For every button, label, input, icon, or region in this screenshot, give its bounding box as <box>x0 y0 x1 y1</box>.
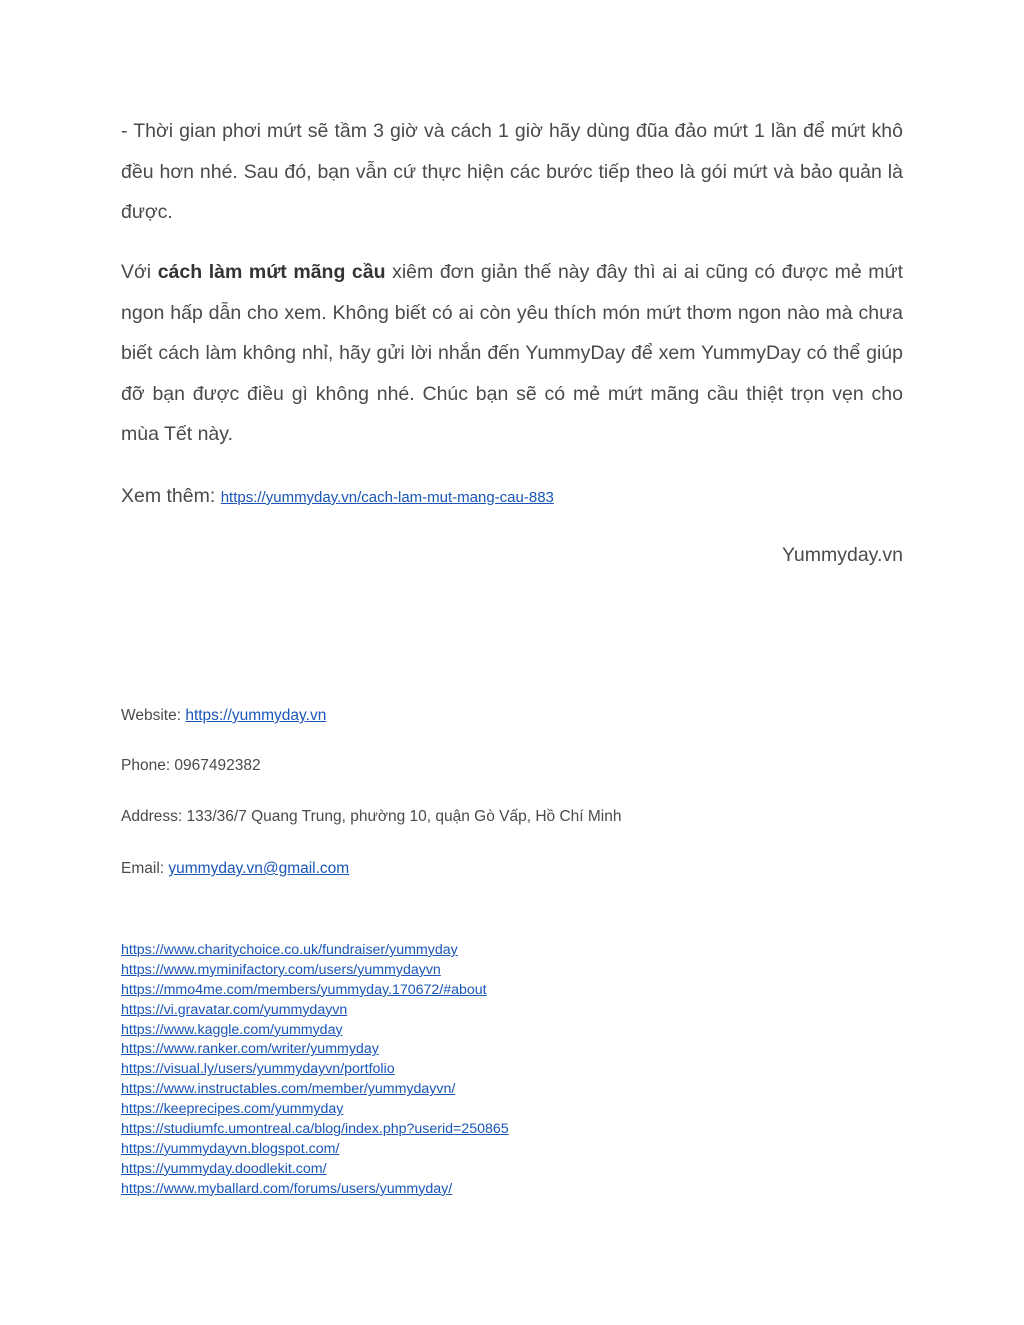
external-link[interactable]: https://yummydayvn.blogspot.com/ <box>121 1140 340 1157</box>
email-label: Email: <box>121 860 169 877</box>
conclusion-prefix: Với <box>121 261 158 283</box>
list-item <box>121 1120 509 1140</box>
external-link[interactable]: https://yummyday.doodlekit.com/ <box>121 1160 327 1177</box>
list-item <box>121 941 509 961</box>
website-link[interactable]: https://yummyday.vn <box>185 707 327 724</box>
external-link[interactable]: https://www.kaggle.com/yummyday <box>121 1021 343 1038</box>
external-link[interactable]: https://keeprecipes.com/yummyday <box>121 1101 344 1118</box>
email-link[interactable]: yummyday.vn@gmail.com <box>168 860 350 877</box>
list-item <box>121 1060 509 1080</box>
external-link[interactable]: https://vi.gravatar.com/yummydayvn <box>121 1001 348 1018</box>
paragraph-drying-time: - Thời gian phơi mứt sẽ tầm 3 giờ và cách 1 giờ hãy dùng đũa đảo mứt 1 lần để mứt khô đều hơn nhé. Sau đó, bạn vẫn cứ thực hiện các bước tiếp theo là gói mứt và bảo quản là được. <box>121 120 903 223</box>
conclusion-body: xiêm đơn giản thế này đây thì ai ai cũng có được mẻ mứt ngon hấp dẫn cho xem. Không biết có ai còn yêu thích món mứt thơm ngon nào mà chưa biết cách làm không nhỉ, hãy gửi lời nhắn đến YummyDay để xem YummyDay có thể giúp đỡ bạn được điều gì không nhé. Chúc bạn sẽ có mẻ mứt mãng cầu thiệt trọn vẹn cho mùa Tết này. <box>121 261 903 445</box>
external-link[interactable]: https://visual.ly/users/yummydayvn/portfolio <box>121 1061 395 1078</box>
external-link[interactable]: https://www.charitychoice.co.uk/fundraiser/yummyday <box>121 942 458 958</box>
list-item <box>121 1160 509 1180</box>
external-link[interactable]: https://www.instructables.com/member/yummydayvn/ <box>121 1081 456 1098</box>
contact-address: Address: 133/36/7 Quang Trung, phường 10, quận Gò Vấp, Hồ Chí Minh <box>121 808 622 825</box>
external-links-list <box>121 941 509 1200</box>
see-more-link[interactable]: https://yummyday.vn/cach-lam-mut-mang-cau-883 <box>220 489 554 506</box>
list-item <box>121 1021 509 1041</box>
paragraph-conclusion <box>121 252 903 455</box>
list-item <box>121 1080 509 1100</box>
external-link[interactable]: https://www.myballard.com/forums/users/yummyday/ <box>121 1180 453 1197</box>
list-item <box>121 1140 509 1160</box>
list-item <box>121 981 509 1001</box>
contact-website <box>121 705 326 727</box>
contact-email <box>121 858 349 880</box>
list-item <box>121 1180 509 1200</box>
contact-phone: Phone: 0967492382 <box>121 757 261 774</box>
list-item <box>121 961 509 981</box>
external-link[interactable]: https://www.myminifactory.com/users/yummydayvn <box>121 961 441 978</box>
list-item <box>121 1040 509 1060</box>
website-label: Website: <box>121 707 186 724</box>
external-link[interactable]: https://www.ranker.com/writer/yummyday <box>121 1041 379 1058</box>
see-more-label: Xem thêm: <box>121 485 221 507</box>
list-item <box>121 1001 509 1021</box>
list-item <box>121 1100 509 1120</box>
see-more-line <box>121 481 554 513</box>
external-link[interactable]: https://mmo4me.com/members/yummyday.170672/#about <box>121 981 487 998</box>
signature: Yummyday.vn <box>781 544 903 566</box>
external-link[interactable]: https://studiumfc.umontreal.ca/blog/index.php?userid=250865 <box>121 1121 509 1138</box>
conclusion-bold-keyword: cách làm mứt mãng cầu <box>157 261 386 283</box>
